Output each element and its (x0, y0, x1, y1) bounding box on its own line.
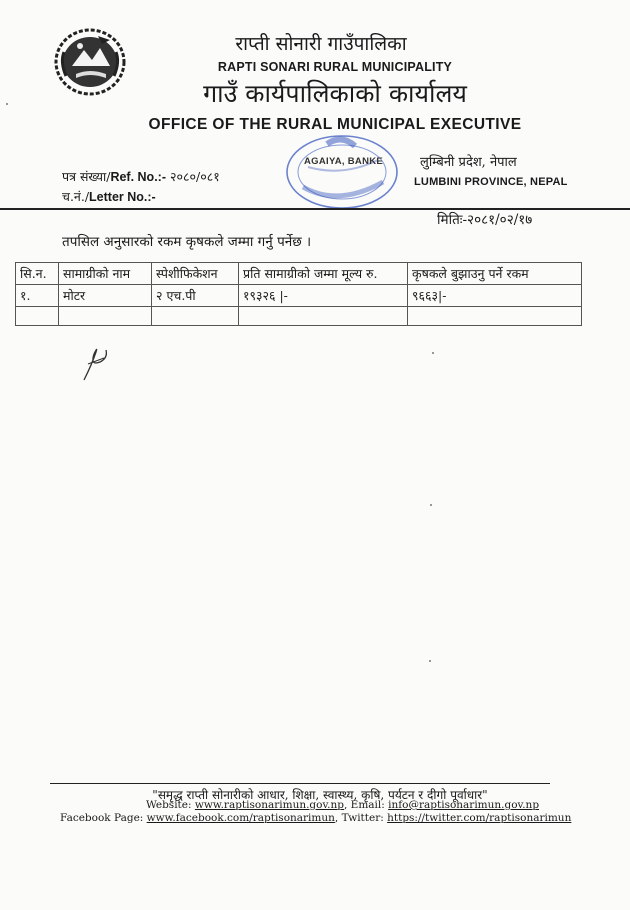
footer-contact-line (0, 799, 630, 811)
table-row (16, 307, 582, 326)
footer-divider (50, 783, 550, 784)
speck (432, 352, 434, 354)
official-stamp (283, 132, 401, 212)
col-farmer-payable: कृषकले बुझाउनु पर्ने रकम (408, 263, 582, 285)
email-label: , Email: (344, 799, 385, 811)
cell-farmer-payable (408, 307, 582, 326)
stamp-location-text: AGAIYA, BANKE (304, 156, 384, 167)
facebook-link[interactable]: www.facebook.com/raptisonarimun (146, 812, 335, 824)
letter-number (62, 188, 156, 205)
speck (6, 103, 8, 105)
facebook-label: Facebook Page: (60, 812, 144, 824)
municipality-name-english: RAPTI SONARI RURAL MUNICIPALITY (217, 60, 453, 74)
twitter-label: , Twitter: (334, 812, 384, 824)
table-header-row (16, 263, 582, 285)
province-english: LUMBINI PROVINCE, NEPAL (414, 176, 568, 188)
cell-specification (152, 307, 239, 326)
reference-number (62, 168, 220, 185)
cell-item-name (59, 307, 152, 326)
office-name-english: OFFICE OF THE RURAL MUNICIPAL EXECUTIVE (148, 116, 522, 133)
letter-label-english: Letter No.:- (89, 190, 156, 204)
items-table (15, 262, 582, 326)
ref-value: २०८०/०८१ (169, 169, 220, 184)
speck (430, 504, 432, 506)
office-name-nepali: गाउँ कार्यपालिकाको कार्यालय (203, 79, 467, 108)
col-serial: सि.न. (16, 263, 59, 285)
col-specification: स्पेशीफिकेशन (152, 263, 239, 285)
footer-social-line (60, 812, 571, 824)
header-divider (0, 208, 630, 210)
speck (429, 660, 431, 662)
cell-specification: २ एच.पी (152, 285, 239, 307)
cell-serial (16, 307, 59, 326)
municipality-name-nepali: राप्ती सोनारी गाउँपालिका (235, 33, 407, 55)
cell-item-name: मोटर (59, 285, 152, 307)
col-unit-price: प्रति सामाग्रीको जम्मा मूल्य रु. (239, 263, 408, 285)
cell-unit-price: १९३२६ |- (239, 285, 408, 307)
letter-label-nepali: च.नं./ (62, 189, 90, 204)
footer-motto: "समृद्ध राप्ती सोनारीको आधार, शिक्षा, स्वास्थ्य, कृषि, पर्यटन र दीगो पूर्वाधार" (152, 788, 488, 802)
signature (78, 342, 118, 384)
intro-text: तपसिल अनुसारको रकम कृषकले जम्मा गर्नु पर्नेछ । (62, 234, 312, 250)
document-date: मितिः-२०८१/०२/१७ (437, 212, 533, 228)
cell-serial: १. (16, 285, 59, 307)
cell-unit-price (239, 307, 408, 326)
cell-farmer-payable: ९६६३|- (408, 285, 582, 307)
twitter-link[interactable]: https://twitter.com/raptisonarimun (387, 812, 572, 824)
email-link[interactable]: info@raptisonarimun.gov.np (388, 799, 540, 811)
ref-label-english: Ref. No.:- (110, 170, 166, 184)
ref-label-nepali: पत्र संख्या/ (62, 169, 111, 184)
website-link[interactable]: www.raptisonarimun.gov.np (194, 799, 344, 811)
col-item-name: सामाग्रीको नाम (59, 263, 152, 285)
table-row (16, 285, 582, 307)
website-label: Website: (145, 799, 192, 811)
province-nepali: लुम्बिनी प्रदेश, नेपाल (420, 155, 517, 170)
